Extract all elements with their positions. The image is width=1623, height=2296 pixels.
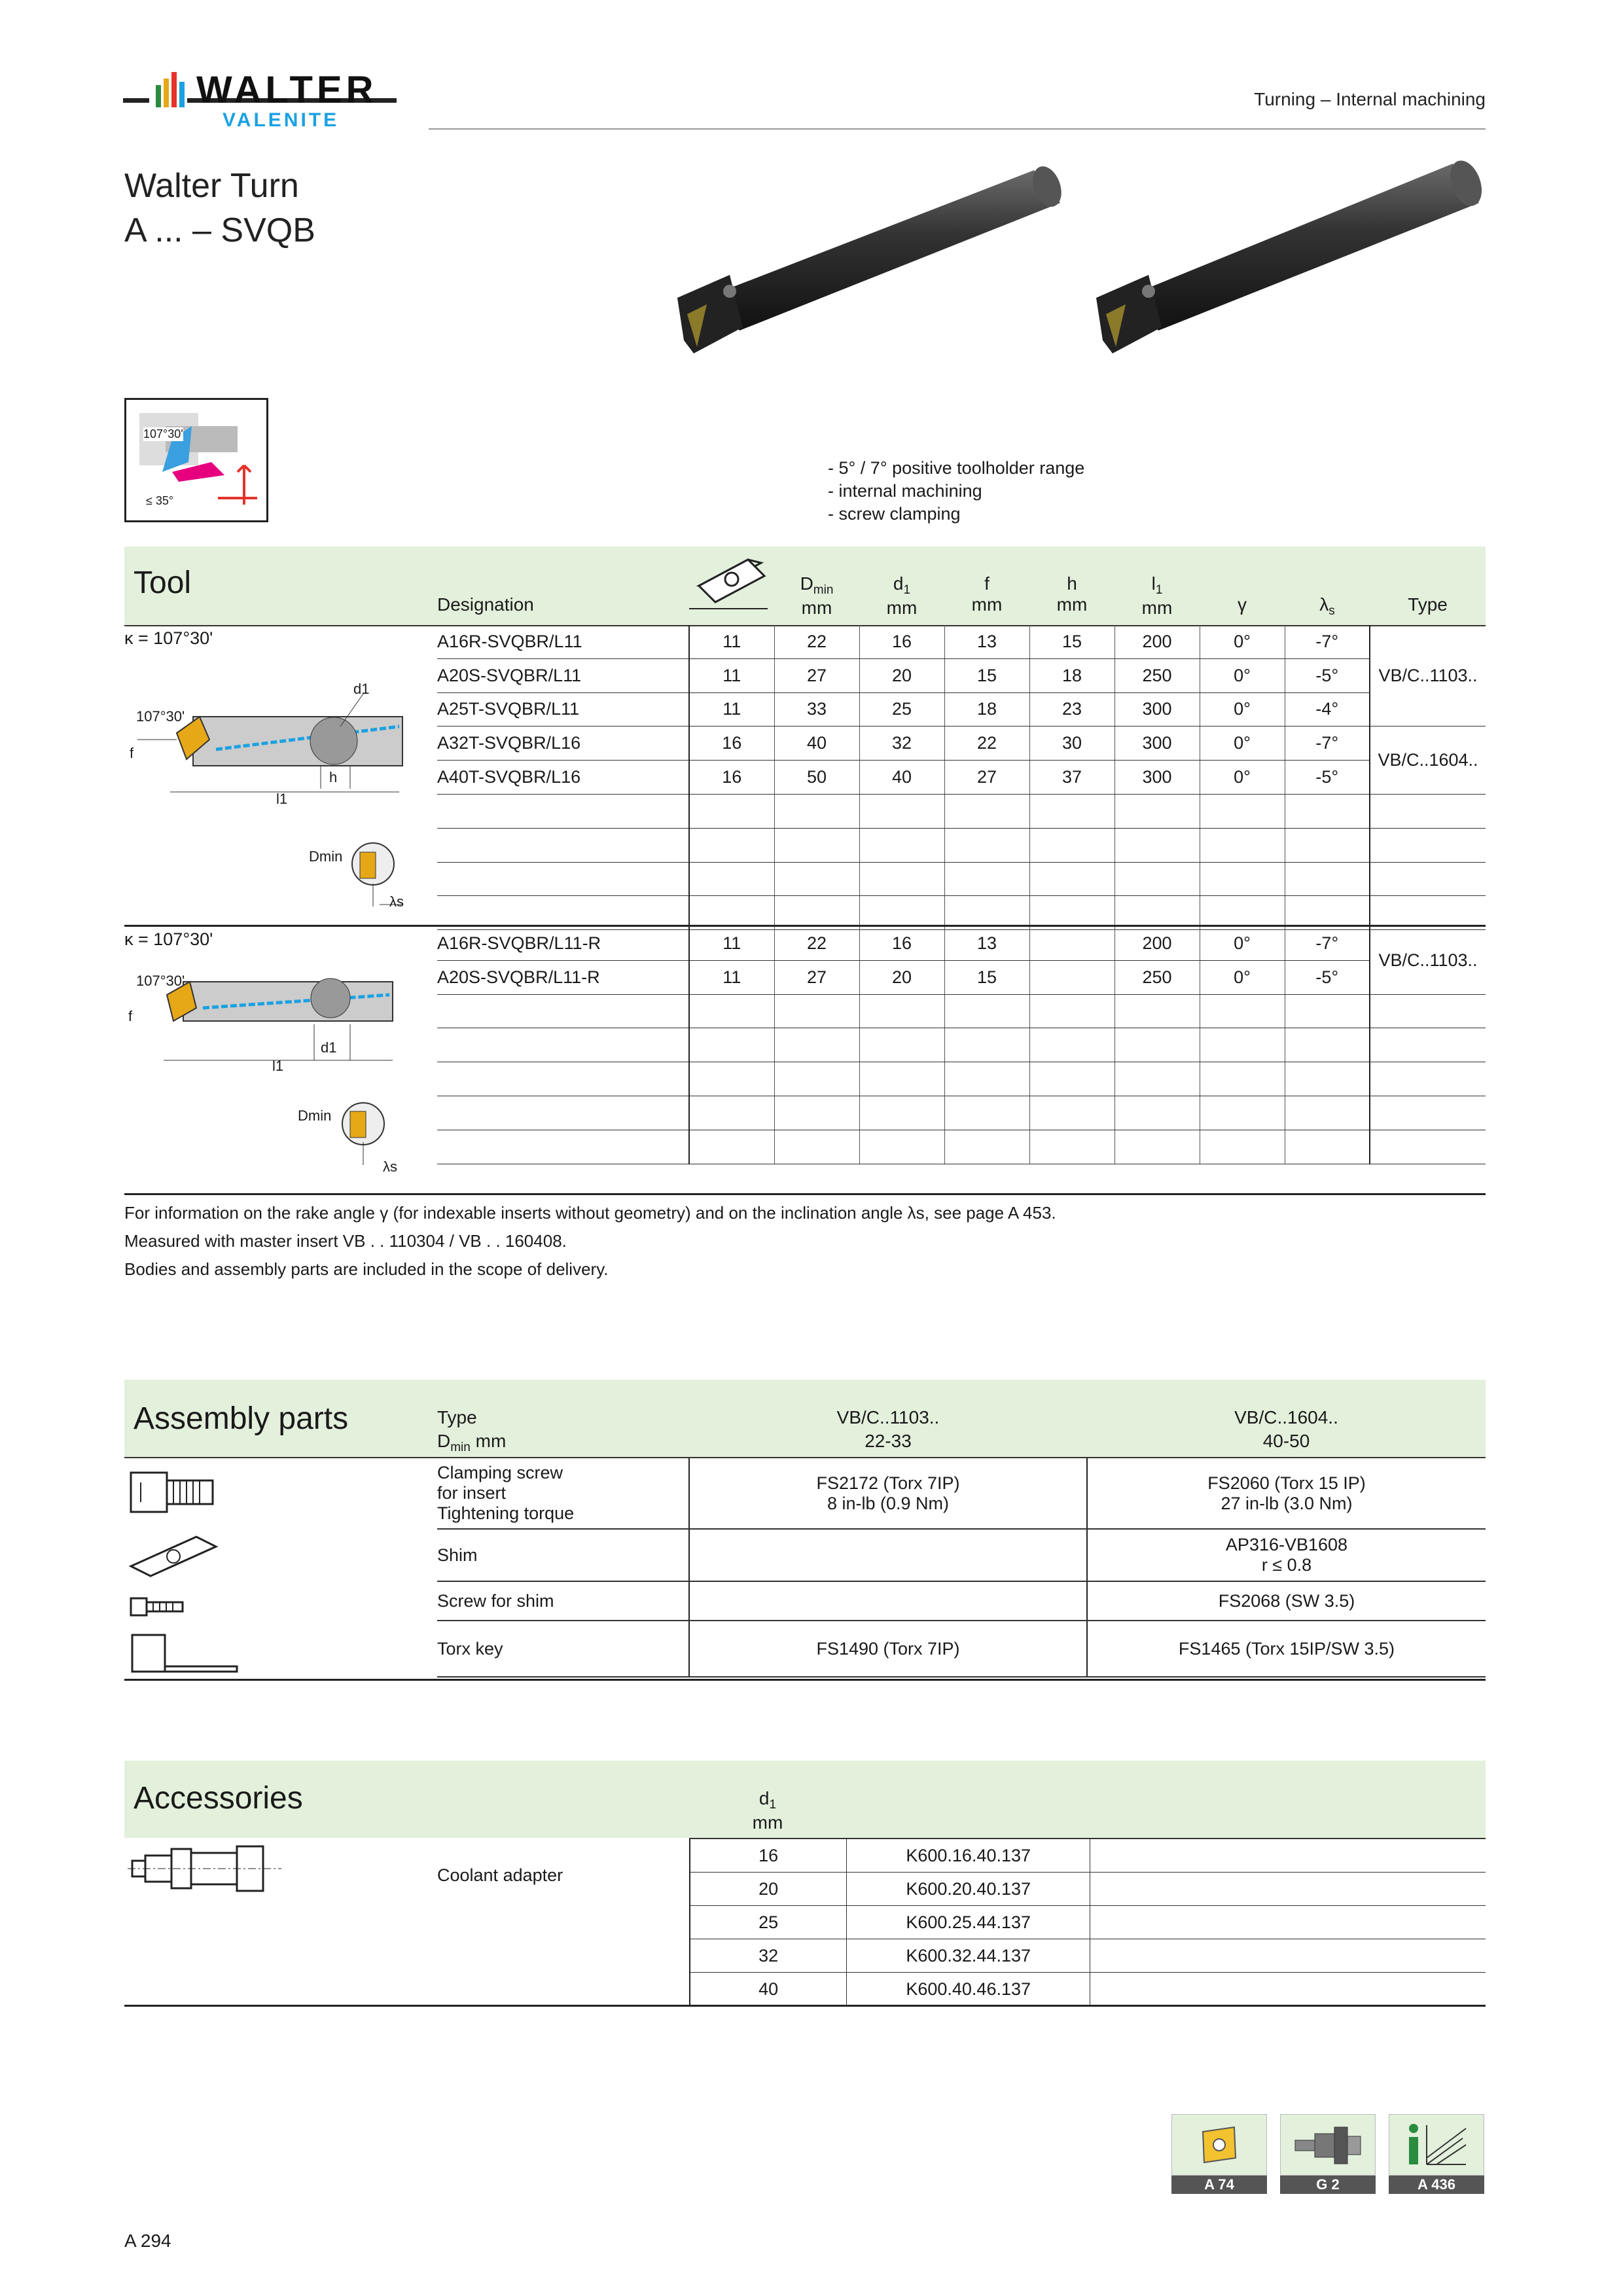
- lambda-cell: -5°: [1285, 960, 1370, 994]
- feature-item: - screw clamping: [828, 504, 961, 524]
- h-cell: 22: [944, 726, 1029, 761]
- tool-section-title: Tool: [134, 565, 192, 600]
- gamma-cell: 0°: [1200, 927, 1285, 960]
- assembly-bottom-rule: [124, 1679, 1486, 1681]
- feature-item: - internal machining: [828, 481, 982, 501]
- g1-ls: λs: [389, 893, 404, 910]
- logo-text-valenite: VALENITE: [223, 109, 340, 131]
- lambda-cell: -7°: [1285, 726, 1370, 761]
- note-rake-angle: For information on the rake angle γ (for indexable inserts without geometry) and on the inclination angle λs, see page A 453.: [124, 1203, 1056, 1223]
- designation-cell: A16R-SVQBR/L11: [437, 625, 689, 658]
- assembly-cell: FS1490 (Torx 7IP): [689, 1621, 1087, 1677]
- dmin-cell: 11: [689, 625, 774, 658]
- f-cell: 20: [859, 960, 944, 994]
- assembly-row-label: Torx key: [437, 1621, 689, 1677]
- designation-cell: A20S-SVQBR/L11-R: [437, 960, 689, 994]
- assembly-row-label: Shim: [437, 1529, 689, 1581]
- accessories-bottom-rule: [124, 2005, 1486, 2007]
- dmin-cell: 11: [689, 960, 774, 994]
- f-cell: 40: [859, 761, 944, 795]
- l1-cell: 30: [1029, 726, 1115, 761]
- empty-row: [437, 794, 1486, 828]
- dmin-cell: 16: [689, 726, 774, 761]
- h-cell: 13: [944, 927, 1029, 960]
- table-row: [690, 1973, 1486, 2006]
- l1-value-cell: 300: [1115, 761, 1200, 795]
- d1-cell: 22: [774, 927, 859, 960]
- assembly-col2-head: VB/C..1604.. 40-50: [1234, 1407, 1338, 1451]
- assembly-cell: [689, 1581, 1087, 1621]
- h-cell: 15: [944, 960, 1029, 994]
- shim-icon: [124, 1530, 223, 1583]
- designation-cell: A40T-SVQBR/L16: [437, 761, 689, 795]
- h-cell: 15: [944, 658, 1029, 692]
- dmin-cell: 11: [689, 927, 774, 960]
- d1-cell: 16: [690, 1839, 847, 1873]
- lambda-cell: -5°: [1285, 658, 1370, 692]
- code-cell: K600.25.44.137: [847, 1906, 1090, 1939]
- designation-cell: A16R-SVQBR/L11-R: [437, 927, 689, 960]
- code-cell: K600.32.44.137: [847, 1939, 1090, 1973]
- d1-cell: 33: [774, 692, 859, 726]
- product-image-right: [1086, 157, 1492, 380]
- lambda-cell: -5°: [1285, 761, 1370, 795]
- g2-f: f: [128, 1008, 133, 1024]
- tool-col-h: h mm: [1056, 573, 1088, 615]
- table-row: [690, 1839, 1486, 1873]
- dmin-cell: 16: [689, 761, 774, 795]
- table-row: [437, 761, 1486, 795]
- torx-key-icon: [124, 1630, 255, 1682]
- assembly-col1-head: VB/C..1103.. 22-33: [836, 1407, 940, 1451]
- tool-col-d1: $d_1$ mm: [886, 573, 918, 618]
- g2-dmin: Dmin: [298, 1107, 332, 1124]
- group1-kappa: κ = 107°30': [124, 628, 213, 648]
- gamma-cell: 0°: [1200, 658, 1285, 692]
- empty-row: [437, 828, 1486, 862]
- gamma-cell: 0°: [1200, 960, 1285, 994]
- badge-insert[interactable]: [1171, 2114, 1267, 2195]
- h-cell: 13: [944, 625, 1029, 658]
- table-row: [437, 692, 1486, 726]
- table-row: [690, 1939, 1486, 1973]
- assembly-cell: FS2172 (Torx 7IP) 8 in-lb (0.9 Nm): [689, 1458, 1087, 1529]
- assembly-section-title: Assembly parts: [134, 1401, 349, 1436]
- table-row: [690, 1906, 1486, 1939]
- g2-d1: d1: [321, 1039, 337, 1056]
- l1-cell: 18: [1029, 658, 1115, 692]
- assembly-cell: [689, 1529, 1087, 1581]
- machining-diagram: [124, 398, 268, 522]
- tool-col-gamma: γ: [1238, 594, 1247, 615]
- page-title: [124, 164, 315, 253]
- diagram-angle-bottom: ≤ 35°: [146, 494, 174, 507]
- d1-cell: 50: [774, 761, 859, 795]
- table-row: [437, 1621, 1486, 1677]
- code-cell: K600.40.46.137: [847, 1973, 1090, 2006]
- table-row: [437, 960, 1486, 994]
- coolant-adapter-icon: [124, 1842, 288, 1895]
- d1-cell: 27: [774, 658, 859, 692]
- h-cell: 18: [944, 692, 1029, 726]
- tool-col-type: Type: [1408, 594, 1448, 615]
- table-row: [437, 658, 1486, 692]
- tool-table-group2: [437, 927, 1486, 1164]
- clamping-screw-icon: [124, 1466, 223, 1518]
- group2-kappa: κ = 107°30': [124, 929, 213, 949]
- tool-col-f: f mm: [971, 573, 1003, 615]
- l1-cell: [1029, 927, 1115, 960]
- tool-table-bottom-rule: [124, 1193, 1486, 1195]
- d1-cell: 25: [690, 1906, 847, 1939]
- table-row: [437, 1581, 1486, 1621]
- section-heading: Turning – Internal machining: [1254, 89, 1486, 109]
- type-cell: VB/C..1604..: [1370, 726, 1486, 795]
- dmin-cell: 11: [689, 658, 774, 692]
- badge-label: A 74: [1171, 2176, 1267, 2194]
- insert-icon: [1196, 2122, 1242, 2168]
- code-cell: K600.16.40.137: [847, 1839, 1090, 1873]
- g1-d1: d1: [353, 681, 370, 697]
- note-scope: Bodies and assembly parts are included in the scope of delivery.: [124, 1259, 609, 1279]
- d1-cell: 40: [690, 1973, 847, 2006]
- type-cell: VB/C..1103..: [1370, 927, 1486, 994]
- h-cell: 27: [944, 761, 1029, 795]
- diagram-angle-top: 107°30': [143, 427, 183, 440]
- assembly-cell: FS2060 (Torx 15 IP) 27 in-lb (3.0 Nm): [1087, 1458, 1486, 1529]
- tool-col-designation: Designation: [437, 594, 534, 615]
- gamma-cell: 0°: [1200, 726, 1285, 761]
- badge-label: A 436: [1389, 2176, 1484, 2194]
- empty-row: [437, 862, 1486, 896]
- logo-text-walter: WALTER: [196, 69, 378, 111]
- badge-adapter[interactable]: [1280, 2114, 1376, 2195]
- shim-screw-icon: [124, 1590, 223, 1623]
- l1-value-cell: 250: [1115, 960, 1200, 994]
- f-cell: 16: [859, 927, 944, 960]
- table-row: [437, 927, 1486, 960]
- l1-cell: 37: [1029, 761, 1115, 795]
- product-image-left: [668, 157, 1073, 380]
- feature-item: - 5° / 7° positive toolholder range: [828, 458, 1085, 478]
- lambda-cell: -7°: [1285, 927, 1370, 960]
- lambda-cell: -7°: [1285, 625, 1370, 658]
- l1-value-cell: 250: [1115, 658, 1200, 692]
- accessories-table: [689, 1839, 1486, 2006]
- designation-cell: A25T-SVQBR/L11: [437, 692, 689, 726]
- coolant-adapter-label: Coolant adapter: [437, 1865, 563, 1885]
- f-cell: 25: [859, 692, 944, 726]
- page-number: A 294: [124, 2231, 171, 2251]
- g2-angle: 107°30': [136, 973, 185, 989]
- l1-cell: 15: [1029, 625, 1115, 658]
- badge-info[interactable]: [1389, 2114, 1484, 2195]
- type-cell: VB/C..1103..: [1370, 625, 1486, 726]
- table-row: [437, 726, 1486, 761]
- assembly-row-label: Screw for shim: [437, 1581, 689, 1621]
- gamma-cell: 0°: [1200, 625, 1285, 658]
- d1-cell: 27: [774, 960, 859, 994]
- accessories-section-title: Accessories: [134, 1781, 303, 1816]
- f-cell: 32: [859, 726, 944, 761]
- header-rule: [429, 128, 1486, 130]
- d1-cell: 32: [690, 1939, 847, 1973]
- d1-cell: 22: [774, 625, 859, 658]
- l1-cell: [1029, 960, 1115, 994]
- feature-list: [828, 457, 1084, 526]
- gamma-cell: 0°: [1200, 761, 1285, 795]
- table-row: [437, 1458, 1486, 1529]
- g2-ls: λs: [383, 1158, 397, 1175]
- table-row: [690, 1873, 1486, 1906]
- assembly-row-label: Clamping screw for insert Tightening torque: [437, 1458, 689, 1529]
- table-row: [437, 625, 1486, 658]
- f-cell: 20: [859, 658, 944, 692]
- insert-icon: [686, 550, 771, 615]
- tool-table-group1: [437, 625, 1486, 930]
- g2-l1: l1: [272, 1058, 284, 1074]
- table-row: [437, 1529, 1486, 1581]
- group1-drawing: [124, 668, 412, 916]
- gamma-cell: 0°: [1200, 692, 1285, 726]
- g1-l1: l1: [276, 791, 288, 807]
- title-line-1: Walter Turn: [124, 167, 299, 205]
- designation-cell: A20S-SVQBR/L11: [437, 658, 689, 692]
- badge-label: G 2: [1280, 2176, 1376, 2194]
- l1-value-cell: 200: [1115, 625, 1200, 658]
- info-icon: [1400, 2119, 1472, 2171]
- adapter-icon: [1292, 2122, 1364, 2168]
- tool-col-l1: $l_1$ mm: [1141, 573, 1173, 618]
- g1-dmin: Dmin: [309, 848, 343, 865]
- tool-col-dmin: $D_{min}$ mm: [800, 573, 834, 618]
- l1-value-cell: 300: [1115, 726, 1200, 761]
- group2-drawing: [124, 962, 412, 1185]
- assembly-cell: FS1465 (Torx 15IP/SW 3.5): [1087, 1621, 1486, 1677]
- d1-cell: 20: [690, 1873, 847, 1906]
- assembly-cell: FS2068 (SW 3.5): [1087, 1581, 1486, 1621]
- assembly-table: [437, 1458, 1486, 1677]
- code-cell: K600.20.40.137: [847, 1873, 1090, 1906]
- f-cell: 16: [859, 625, 944, 658]
- lambda-cell: -4°: [1285, 692, 1370, 726]
- d1-cell: 40: [774, 726, 859, 761]
- l1-value-cell: 300: [1115, 692, 1200, 726]
- empty-row: [437, 1096, 1486, 1130]
- empty-row: [437, 994, 1486, 1028]
- accessories-col-d1: $d_1$ mm: [752, 1788, 783, 1833]
- g1-angle: 107°30': [136, 708, 185, 725]
- title-line-2: A ... – SVQB: [124, 211, 315, 249]
- dmin-cell: 11: [689, 692, 774, 726]
- note-master-insert: Measured with master insert VB . . 110304 / VB . . 160408.: [124, 1231, 567, 1251]
- empty-row: [437, 1028, 1486, 1062]
- empty-row: [437, 1130, 1486, 1164]
- l1-cell: 23: [1029, 692, 1115, 726]
- assembly-cell: AP316-VB1608 r ≤ 0.8: [1087, 1529, 1486, 1581]
- g1-f: f: [130, 745, 134, 761]
- assembly-head-label: Type $D_{min}$ mm: [437, 1407, 507, 1454]
- tool-col-lambda: $\lambda_s$: [1319, 594, 1335, 618]
- empty-row: [437, 1062, 1486, 1096]
- g1-h: h: [329, 769, 338, 785]
- l1-value-cell: 200: [1115, 927, 1200, 960]
- designation-cell: A32T-SVQBR/L16: [437, 726, 689, 761]
